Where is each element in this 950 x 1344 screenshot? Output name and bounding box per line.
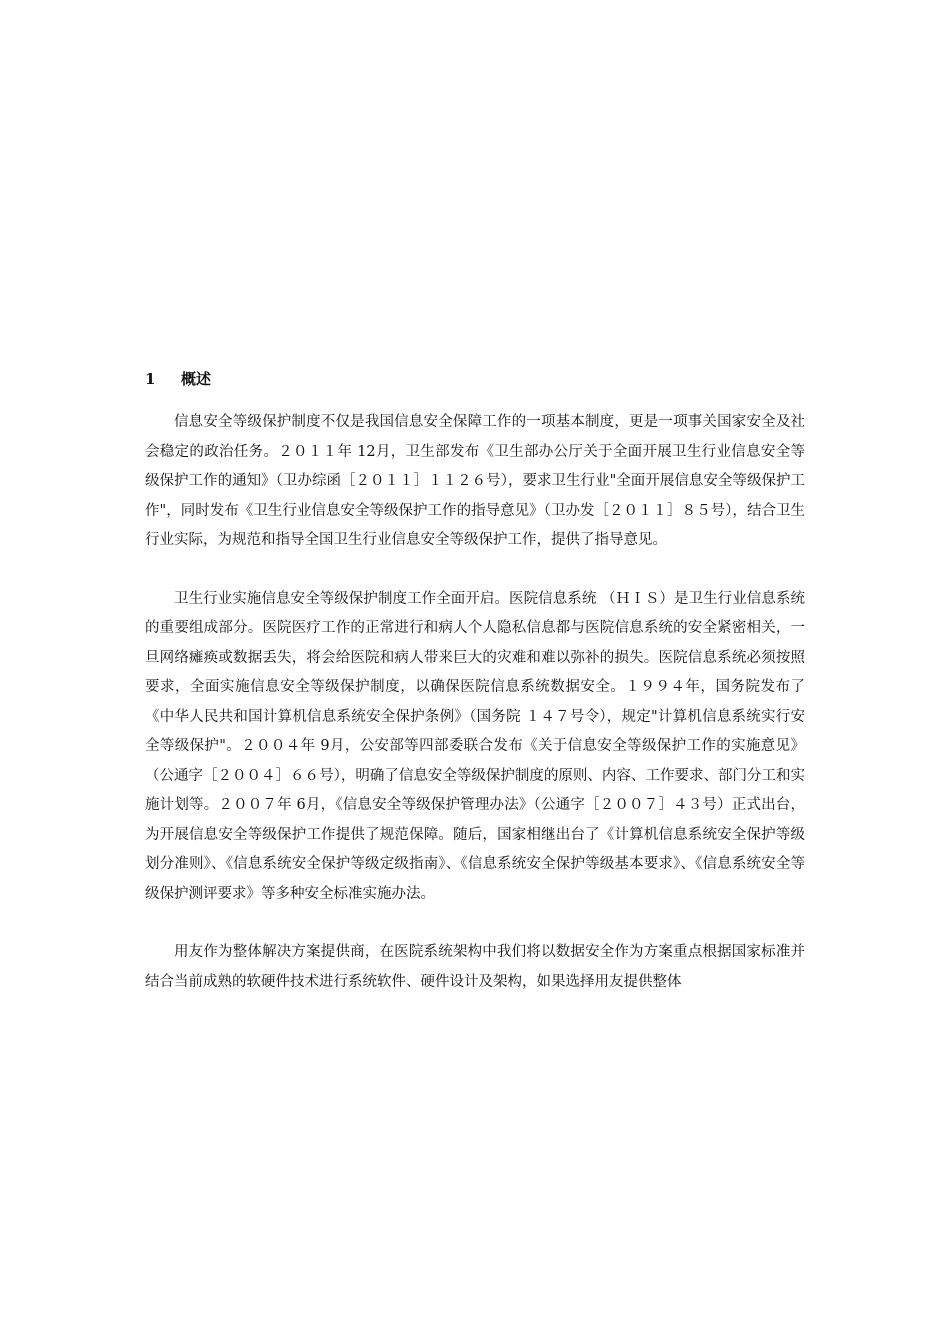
document-body: [145, 366, 805, 997]
paragraph-2: 卫生行业实施信息安全等级保护制度工作全面开启。医院信息系统 （ＨＩＳ）是卫生行业信息系统的重要组成部分。医院医疗工作的正常进行和病人个人隐私信息都与医院信息系统的安全紧密相关，一旦网络瘫痪或数据丢失，将会给医院和病人带来巨大的灾难和难以弥补的损失。医院信息系统必须按照要求，全面实施信息安全等级保护制度，以确保医院信息系统数据安全。１９９４年，国务院发布了《中华人民共和国计算机信息系统安全保护条例》（国务院 １４７号令），规定"计算机信息系统实行安全等级保护"。２００４年 9月，公安部等四部委联合发布《关于信息安全等级保护工作的实施意见》（公通字［２００４］６６号），明确了信息安全等级保护制度的原则、内容、工作要求、部门分工和实施计划等。２００７年 6月，《信息安全等级保护管理办法》（公通字［２００７］４３号）正式出台，为开展信息安全等级保护工作提供了规范保障。随后，国家相继出台了《计算机信息系统安全保护等级划分准则》、《信息系统安全保护等级定级指南》、《信息系统安全保护等级基本要求》、《信息系统安全等级保护测评要求》等多种安全标准实施办法。: [145, 590, 805, 902]
paragraph-1: 信息安全等级保护制度不仅是我国信息安全保障工作的一项基本制度，更是一项事关国家安全及社会稳定的政治任务。２０１１年 12月，卫生部发布《卫生部办公厅关于全面开展卫生行业信息安全等级保护工作的通知》（卫办综函［２０１１］１１２６号），要求卫生行业"全面开展信息安全等级保护工作"，同时发布《卫生行业信息安全等级保护工作的指导意见》（卫办发［２０１１］８５号），结合卫生行业实际，为规范和指导全国卫生行业信息安全等级保护工作，提供了指导意见。: [145, 414, 805, 548]
paragraph-3: 用友作为整体解决方案提供商，在医院系统架构中我们将以数据安全作为方案重点根据国家标准并结合当前成熟的软硬件技术进行系统软件、硬件设计及架构，如果选择用友提供整体: [145, 944, 805, 990]
section-heading: [145, 366, 805, 392]
section-number: 1: [145, 370, 156, 388]
section-title: 概述: [181, 370, 212, 388]
